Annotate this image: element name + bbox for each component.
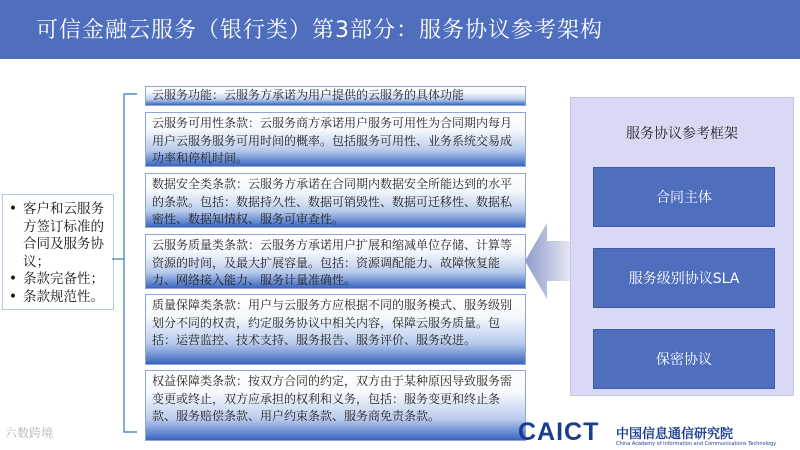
framework-title: 服务协议参考框架 — [626, 126, 738, 142]
framework-item-confidentiality: 保密协议 — [593, 329, 775, 389]
watermark-text: 六数跨境 — [5, 426, 54, 440]
logo-cn-name: 中国信息通信研究院 — [616, 427, 734, 442]
clause-function: 云服务功能：云服务方承诺为用户提供的云服务的具体功能 — [145, 86, 526, 106]
summary-box — [2, 194, 114, 310]
bracket-connector — [112, 93, 138, 433]
clause-availability: 云服务可用性条款：云服务商方承诺用户服务可用性为合同期内每月用户云服务服务可用时间的概率。包括服务可用性、业务系统交易成功率和停机时间。 — [145, 112, 526, 167]
title-bar — [0, 0, 800, 59]
framework-item-sla: 服务级别协议SLA — [593, 248, 775, 308]
logo-en-name: China Academy of Information and Communications Technology — [616, 441, 777, 447]
logo-caict: CAICT — [518, 418, 600, 446]
summary-item-standardization: • 条款规范性。 — [23, 289, 109, 307]
summary-list — [3, 195, 113, 306]
watermark — [5, 424, 53, 441]
clause-quality-assurance: 质量保障类条款：用户与云服务方应根据不同的服务模式、服务级别划分不同的权责，约定服务协议中相关内容，保障云服务质量。包括：运营监控、技术支持、服务报告、服务评价、服务改进。 — [145, 294, 526, 365]
arrow-left-icon — [525, 221, 571, 301]
caict-logo — [518, 418, 800, 450]
summary-item-contract: • 客户和云服务方签订标准的合同及服务协议； — [23, 201, 109, 271]
slide-title: 可信金融云服务（银行类）第3部分：服务协议参考架构 — [36, 18, 603, 43]
clause-service-quality: 云服务质量类条款：云服务方承诺用户扩展和缩减单位存储、计算等资源的时间，及最大扩展容量。包括：资源调配能力、故障恢复能力、网络接入能力、服务计量准确性。 — [145, 234, 526, 289]
clause-rights-protection: 权益保障类条款：按双方合同的约定，双方由于某种原因导致服务需变更或终止，双方应承担的权利和义务，包括：服务变更和终止条款、服务赔偿条款、用户约束条款、服务商免责条款。 — [145, 370, 526, 441]
summary-item-completeness: • 条款完备性； — [23, 271, 109, 289]
framework-item-contract-subject: 合同主体 — [593, 167, 775, 227]
clause-data-security: 数据安全类条款：云服务方承诺在合同期内数据安全所能达到的水平的条款。包括：数据持久性、数据可销毁性、数据可迁移性、数据私密性、数据知情权、服务可审查性。 — [145, 173, 526, 228]
framework-panel — [570, 97, 794, 396]
